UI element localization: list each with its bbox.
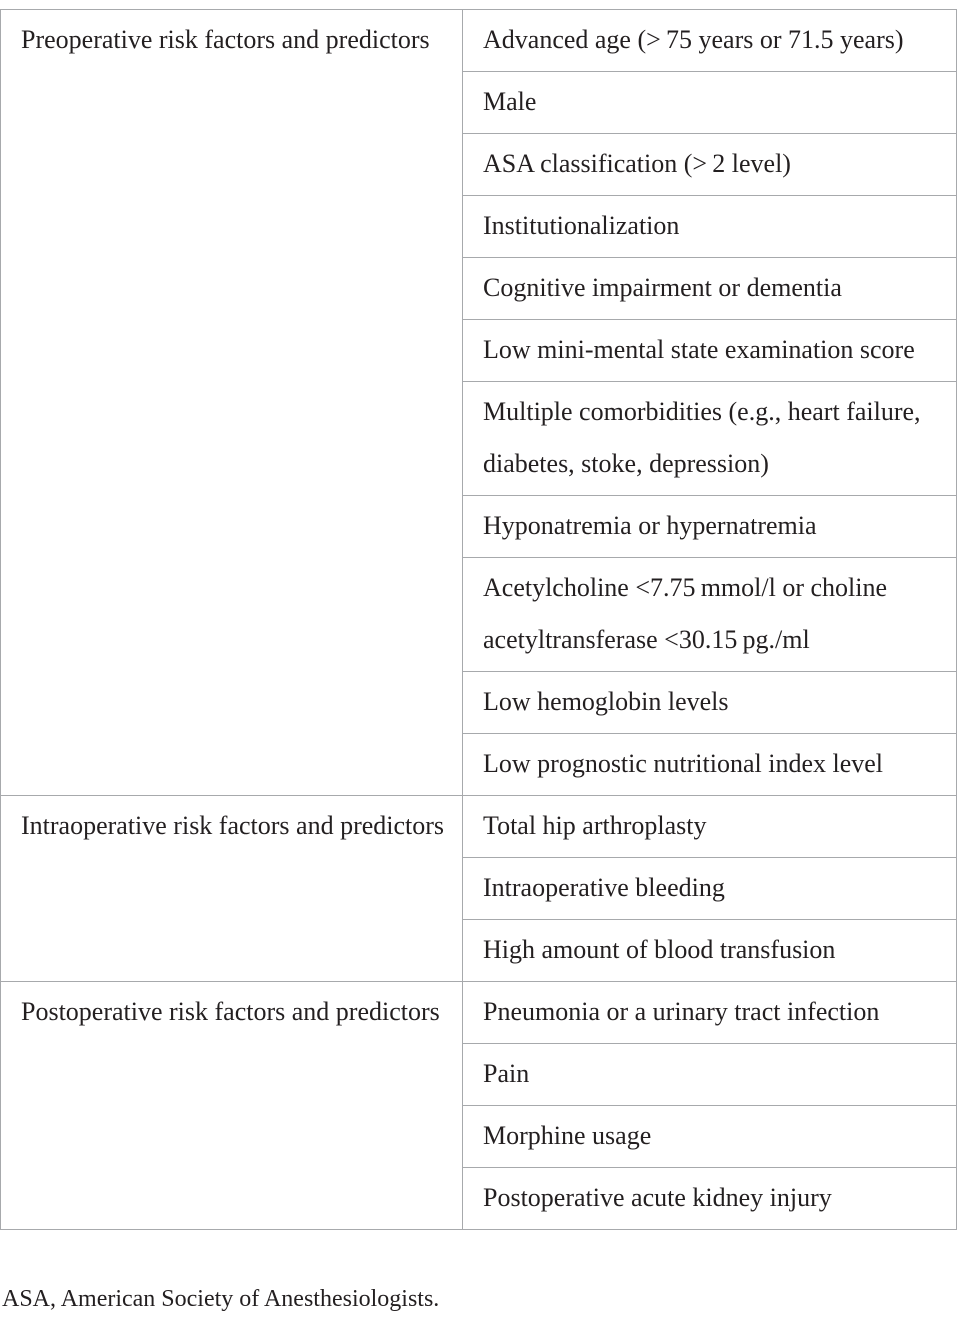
risk-factor-cell: Hyponatremia or hypernatremia: [463, 496, 957, 558]
risk-factor-cell: High amount of blood transfusion: [463, 920, 957, 982]
risk-factor-cell: Low hemoglobin levels: [463, 672, 957, 734]
category-cell-preoperative: Preoperative risk factors and predictors: [1, 10, 463, 796]
risk-factor-cell: Low prognostic nutritional index level: [463, 734, 957, 796]
risk-factor-cell: Male: [463, 72, 957, 134]
category-cell-postoperative: Postoperative risk factors and predictors: [1, 982, 463, 1230]
risk-factor-cell: ASA classification (> 2 level): [463, 134, 957, 196]
risk-factor-cell: Pain: [463, 1044, 957, 1106]
risk-factor-cell: Multiple comorbidities (e.g., heart failure, diabetes, stoke, depression): [463, 382, 957, 496]
risk-factor-cell: Intraoperative bleeding: [463, 858, 957, 920]
table-row: [1, 796, 957, 858]
category-cell-intraoperative: Intraoperative risk factors and predictors: [1, 796, 463, 982]
risk-factor-cell: Institutionalization: [463, 196, 957, 258]
table-row: [1, 982, 957, 1044]
risk-factor-cell: Morphine usage: [463, 1106, 957, 1168]
risk-factor-cell: Low mini-mental state examination score: [463, 320, 957, 382]
risk-factor-cell: Advanced age (> 75 years or 71.5 years): [463, 10, 957, 72]
risk-factor-cell: Cognitive impairment or dementia: [463, 258, 957, 320]
risk-factor-cell: Postoperative acute kidney injury: [463, 1168, 957, 1230]
table-footnote: ASA, American Society of Anesthesiologists.: [2, 1286, 440, 1312]
risk-factor-cell: Pneumonia or a urinary tract infection: [463, 982, 957, 1044]
risk-factor-cell: Total hip arthroplasty: [463, 796, 957, 858]
risk-factors-table: [0, 9, 957, 1230]
table-row: [1, 10, 957, 72]
risk-factor-cell: Acetylcholine <7.75 mmol/l or choline acetyltransferase <30.15 pg./ml: [463, 558, 957, 672]
